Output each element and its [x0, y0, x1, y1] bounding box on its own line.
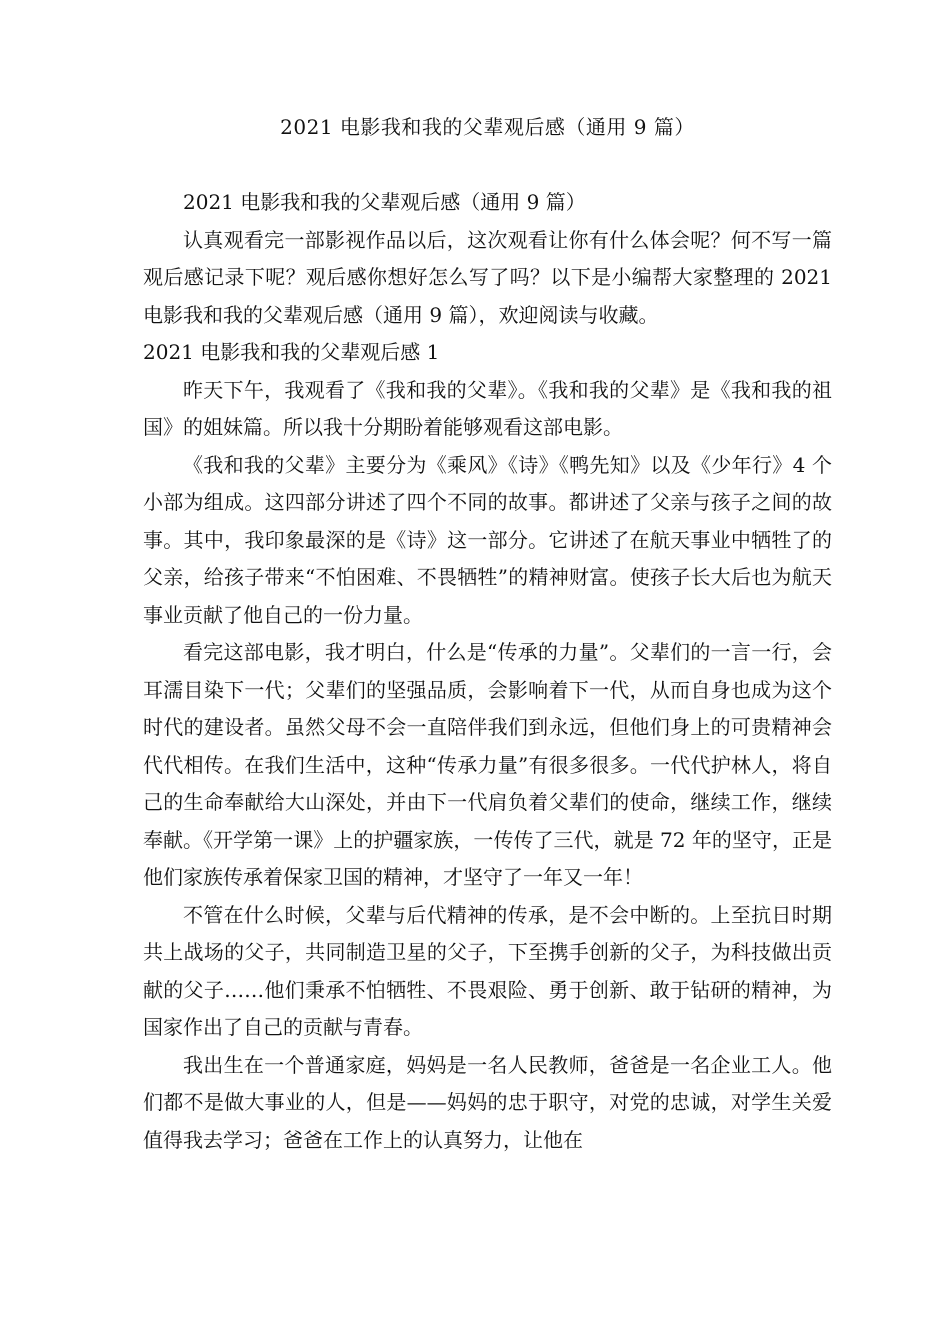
paragraph-body: 我出生在一个普通家庭，妈妈是一名人民教师，爸爸是一名企业工人。他们都不是做大事业的人，但是——妈妈的忠于职守，对党的忠诚，对学生关爱值得我去学习；爸爸在工作上的认真努力，让他在 [143, 1052, 832, 1152]
paragraph-body: 昨天下午，我观看了《我和我的父辈》。《我和我的父辈》是《我和我的祖国》的姐妹篇。所以我十分期盼着能够观看这部电影。 [143, 377, 832, 439]
paragraph-body: 《我和我的父辈》主要分为《乘风》《诗》《鸭先知》以及《少年行》4 个小部为组成。这四部分讲述了四个不同的故事。都讲述了父亲与孩子之间的故事。其中，我印象最深的是《诗》这一部分。它讲述了在航天事业中牺牲了的父亲，给孩子带来“不怕困难、不畏牺牲”的精神财富。使孩子长大后也为航天事业贡献了他自己的一份力量。 [143, 452, 832, 627]
document-title: 2021 电影我和我的父辈观后感（通用 9 篇） [280, 115, 695, 139]
section-heading: 2021 电影我和我的父辈观后感 1 [143, 340, 440, 364]
paragraph-subtitle: 2021 电影我和我的父辈观后感（通用 9 篇） [183, 190, 586, 214]
paragraph-body: 看完这部电影，我才明白，什么是“传承的力量”。父辈们的一言一行，会耳濡目染下一代；父辈们的坚强品质，会影响着下一代，从而自身也成为这个时代的建设者。虽然父母不会一直陪伴我们到永远，但他们身上的可贵精神会代代相传。在我们生活中，这种“传承力量”有很多很多。一代代护林人，将自己的生命奉献给大山深处，并由下一代肩负着父辈们的使命，继续工作，继续奉献。《开学第一课》上的护疆家族，一传传了三代，就是 72 年的坚守，正是他们家族传承着保家卫国的精神，才坚守了一年又一年！ [143, 640, 832, 889]
paragraph-intro: 认真观看完一部影视作品以后，这次观看让你有什么体会呢？何不写一篇观后感记录下呢？观后感你想好怎么写了吗？以下是小编帮大家整理的 2021 电影我和我的父辈观后感（通用 9 篇），欢迎阅读与收藏。 [143, 227, 832, 327]
paragraph-body: 不管在什么时候，父辈与后代精神的传承，是不会中断的。上至抗日时期共上战场的父子，共同制造卫星的父子，下至携手创新的父子，为科技做出贡献的父子……他们秉承不怕牺牲、不畏艰险、勇于创新、敢于钻研的精神，为国家作出了自己的贡献与青春。 [143, 902, 832, 1039]
